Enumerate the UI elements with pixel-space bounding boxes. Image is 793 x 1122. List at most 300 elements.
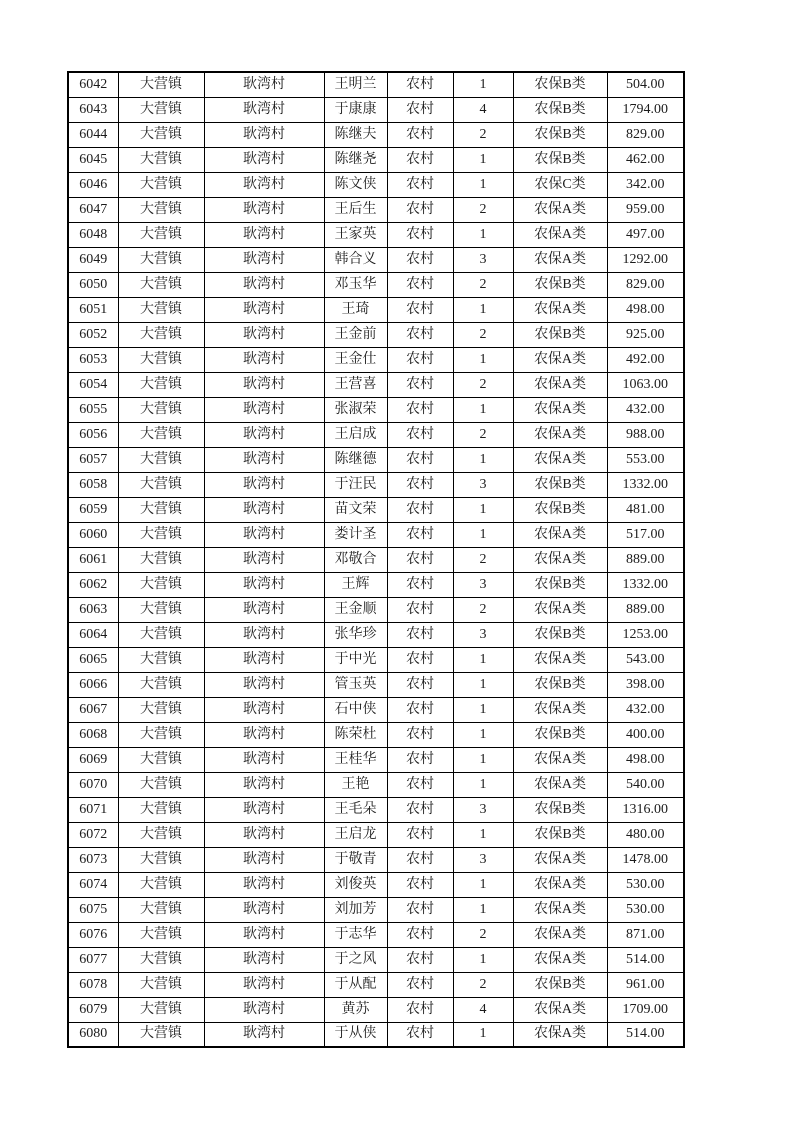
- cell-amount: 432.00: [607, 397, 684, 422]
- cell-serial: 6058: [68, 472, 118, 497]
- cell-town: 大营镇: [118, 72, 204, 97]
- cell-household-type: 农村: [387, 472, 453, 497]
- table-row: [68, 797, 684, 822]
- cell-village: 耿湾村: [204, 397, 324, 422]
- cell-person-count: 2: [453, 322, 513, 347]
- cell-insurance-category: 农保B类: [513, 822, 607, 847]
- cell-village: 耿湾村: [204, 372, 324, 397]
- table-row: [68, 97, 684, 122]
- table-row: [68, 522, 684, 547]
- cell-person-count: 3: [453, 847, 513, 872]
- cell-serial: 6045: [68, 147, 118, 172]
- cell-insurance-category: 农保B类: [513, 97, 607, 122]
- cell-amount: 1332.00: [607, 572, 684, 597]
- cell-insurance-category: 农保A类: [513, 922, 607, 947]
- table-row: [68, 772, 684, 797]
- cell-serial: 6062: [68, 572, 118, 597]
- cell-serial: 6042: [68, 72, 118, 97]
- cell-town: 大营镇: [118, 522, 204, 547]
- cell-serial: 6047: [68, 197, 118, 222]
- cell-name: 韩合义: [324, 247, 387, 272]
- table-row: [68, 872, 684, 897]
- cell-serial: 6072: [68, 822, 118, 847]
- table-row: [68, 222, 684, 247]
- cell-village: 耿湾村: [204, 747, 324, 772]
- cell-insurance-category: 农保B类: [513, 672, 607, 697]
- cell-insurance-category: 农保B类: [513, 72, 607, 97]
- cell-household-type: 农村: [387, 947, 453, 972]
- cell-amount: 462.00: [607, 147, 684, 172]
- cell-name: 苗文荣: [324, 497, 387, 522]
- cell-name: 王琦: [324, 297, 387, 322]
- cell-insurance-category: 农保B类: [513, 472, 607, 497]
- cell-village: 耿湾村: [204, 272, 324, 297]
- cell-person-count: 2: [453, 922, 513, 947]
- cell-household-type: 农村: [387, 972, 453, 997]
- cell-household-type: 农村: [387, 447, 453, 472]
- cell-village: 耿湾村: [204, 597, 324, 622]
- cell-village: 耿湾村: [204, 847, 324, 872]
- cell-person-count: 1: [453, 297, 513, 322]
- cell-household-type: 农村: [387, 547, 453, 572]
- cell-household-type: 农村: [387, 1022, 453, 1047]
- cell-serial: 6055: [68, 397, 118, 422]
- cell-household-type: 农村: [387, 747, 453, 772]
- cell-household-type: 农村: [387, 522, 453, 547]
- table-row: [68, 347, 684, 372]
- cell-serial: 6049: [68, 247, 118, 272]
- cell-amount: 988.00: [607, 422, 684, 447]
- cell-insurance-category: 农保B类: [513, 972, 607, 997]
- cell-serial: 6060: [68, 522, 118, 547]
- cell-amount: 492.00: [607, 347, 684, 372]
- cell-insurance-category: 农保A类: [513, 697, 607, 722]
- cell-town: 大营镇: [118, 547, 204, 572]
- cell-village: 耿湾村: [204, 297, 324, 322]
- cell-serial: 6046: [68, 172, 118, 197]
- cell-name: 王艳: [324, 772, 387, 797]
- cell-amount: 1316.00: [607, 797, 684, 822]
- cell-town: 大营镇: [118, 172, 204, 197]
- cell-amount: 498.00: [607, 297, 684, 322]
- benefits-roster-table: [67, 71, 685, 1048]
- cell-name: 黄苏: [324, 997, 387, 1022]
- cell-name: 于中光: [324, 647, 387, 672]
- cell-insurance-category: 农保A类: [513, 247, 607, 272]
- cell-insurance-category: 农保B类: [513, 122, 607, 147]
- cell-village: 耿湾村: [204, 322, 324, 347]
- cell-village: 耿湾村: [204, 247, 324, 272]
- cell-village: 耿湾村: [204, 497, 324, 522]
- cell-name: 张淑荣: [324, 397, 387, 422]
- cell-town: 大营镇: [118, 122, 204, 147]
- cell-town: 大营镇: [118, 422, 204, 447]
- cell-person-count: 1: [453, 697, 513, 722]
- cell-amount: 517.00: [607, 522, 684, 547]
- cell-serial: 6075: [68, 897, 118, 922]
- cell-town: 大营镇: [118, 972, 204, 997]
- cell-village: 耿湾村: [204, 822, 324, 847]
- cell-name: 王明兰: [324, 72, 387, 97]
- cell-household-type: 农村: [387, 72, 453, 97]
- cell-amount: 514.00: [607, 1022, 684, 1047]
- cell-insurance-category: 农保B类: [513, 572, 607, 597]
- cell-serial: 6065: [68, 647, 118, 672]
- cell-town: 大营镇: [118, 147, 204, 172]
- cell-village: 耿湾村: [204, 947, 324, 972]
- cell-serial: 6068: [68, 722, 118, 747]
- cell-town: 大营镇: [118, 822, 204, 847]
- cell-amount: 829.00: [607, 272, 684, 297]
- cell-serial: 6048: [68, 222, 118, 247]
- cell-household-type: 农村: [387, 772, 453, 797]
- cell-town: 大营镇: [118, 797, 204, 822]
- cell-village: 耿湾村: [204, 797, 324, 822]
- cell-amount: 400.00: [607, 722, 684, 747]
- cell-town: 大营镇: [118, 372, 204, 397]
- cell-household-type: 农村: [387, 97, 453, 122]
- cell-household-type: 农村: [387, 822, 453, 847]
- cell-name: 王毛朵: [324, 797, 387, 822]
- cell-town: 大营镇: [118, 397, 204, 422]
- cell-amount: 342.00: [607, 172, 684, 197]
- cell-name: 娄计圣: [324, 522, 387, 547]
- table-row: [68, 72, 684, 97]
- cell-serial: 6077: [68, 947, 118, 972]
- cell-name: 王后生: [324, 197, 387, 222]
- cell-amount: 1478.00: [607, 847, 684, 872]
- cell-village: 耿湾村: [204, 1022, 324, 1047]
- table-row: [68, 122, 684, 147]
- cell-insurance-category: 农保C类: [513, 172, 607, 197]
- cell-serial: 6059: [68, 497, 118, 522]
- cell-person-count: 1: [453, 72, 513, 97]
- cell-amount: 530.00: [607, 872, 684, 897]
- table-row: [68, 497, 684, 522]
- cell-amount: 497.00: [607, 222, 684, 247]
- table-row: [68, 822, 684, 847]
- cell-village: 耿湾村: [204, 647, 324, 672]
- cell-person-count: 1: [453, 172, 513, 197]
- cell-village: 耿湾村: [204, 872, 324, 897]
- cell-serial: 6056: [68, 422, 118, 447]
- cell-town: 大营镇: [118, 197, 204, 222]
- cell-town: 大营镇: [118, 447, 204, 472]
- cell-name: 陈荣杜: [324, 722, 387, 747]
- cell-person-count: 2: [453, 272, 513, 297]
- cell-town: 大营镇: [118, 747, 204, 772]
- cell-household-type: 农村: [387, 722, 453, 747]
- cell-household-type: 农村: [387, 572, 453, 597]
- cell-village: 耿湾村: [204, 447, 324, 472]
- cell-household-type: 农村: [387, 322, 453, 347]
- cell-name: 于敬青: [324, 847, 387, 872]
- cell-household-type: 农村: [387, 922, 453, 947]
- cell-person-count: 1: [453, 397, 513, 422]
- cell-serial: 6071: [68, 797, 118, 822]
- table-row: [68, 1022, 684, 1047]
- cell-serial: 6053: [68, 347, 118, 372]
- cell-town: 大营镇: [118, 497, 204, 522]
- cell-insurance-category: 农保A类: [513, 772, 607, 797]
- cell-town: 大营镇: [118, 697, 204, 722]
- cell-name: 于之风: [324, 947, 387, 972]
- cell-household-type: 农村: [387, 347, 453, 372]
- cell-insurance-category: 农保B类: [513, 797, 607, 822]
- cell-person-count: 1: [453, 872, 513, 897]
- cell-household-type: 农村: [387, 197, 453, 222]
- cell-town: 大营镇: [118, 722, 204, 747]
- cell-town: 大营镇: [118, 97, 204, 122]
- cell-amount: 961.00: [607, 972, 684, 997]
- cell-household-type: 农村: [387, 272, 453, 297]
- cell-amount: 480.00: [607, 822, 684, 847]
- cell-household-type: 农村: [387, 997, 453, 1022]
- cell-insurance-category: 农保B类: [513, 272, 607, 297]
- cell-serial: 6064: [68, 622, 118, 647]
- cell-insurance-category: 农保B类: [513, 147, 607, 172]
- cell-town: 大营镇: [118, 897, 204, 922]
- table-row: [68, 447, 684, 472]
- table-row: [68, 897, 684, 922]
- cell-amount: 432.00: [607, 697, 684, 722]
- cell-amount: 1709.00: [607, 997, 684, 1022]
- cell-name: 王金仕: [324, 347, 387, 372]
- cell-name: 邓玉华: [324, 272, 387, 297]
- cell-person-count: 3: [453, 797, 513, 822]
- cell-town: 大营镇: [118, 947, 204, 972]
- cell-name: 于志华: [324, 922, 387, 947]
- cell-household-type: 农村: [387, 247, 453, 272]
- table-row: [68, 597, 684, 622]
- cell-town: 大营镇: [118, 872, 204, 897]
- cell-household-type: 农村: [387, 297, 453, 322]
- cell-person-count: 1: [453, 772, 513, 797]
- cell-serial: 6076: [68, 922, 118, 947]
- table-row: [68, 922, 684, 947]
- cell-village: 耿湾村: [204, 72, 324, 97]
- cell-serial: 6078: [68, 972, 118, 997]
- cell-name: 王家英: [324, 222, 387, 247]
- cell-amount: 959.00: [607, 197, 684, 222]
- cell-village: 耿湾村: [204, 122, 324, 147]
- cell-household-type: 农村: [387, 147, 453, 172]
- cell-village: 耿湾村: [204, 972, 324, 997]
- cell-insurance-category: 农保A类: [513, 522, 607, 547]
- cell-serial: 6070: [68, 772, 118, 797]
- cell-serial: 6080: [68, 1022, 118, 1047]
- cell-town: 大营镇: [118, 472, 204, 497]
- cell-insurance-category: 农保B类: [513, 322, 607, 347]
- table-row: [68, 397, 684, 422]
- cell-person-count: 1: [453, 522, 513, 547]
- cell-household-type: 农村: [387, 222, 453, 247]
- cell-town: 大营镇: [118, 672, 204, 697]
- cell-insurance-category: 农保B类: [513, 497, 607, 522]
- cell-insurance-category: 农保A类: [513, 897, 607, 922]
- cell-person-count: 1: [453, 747, 513, 772]
- table-row: [68, 972, 684, 997]
- cell-village: 耿湾村: [204, 897, 324, 922]
- cell-serial: 6051: [68, 297, 118, 322]
- cell-household-type: 农村: [387, 397, 453, 422]
- cell-village: 耿湾村: [204, 197, 324, 222]
- cell-person-count: 2: [453, 597, 513, 622]
- cell-town: 大营镇: [118, 272, 204, 297]
- cell-serial: 6044: [68, 122, 118, 147]
- cell-serial: 6054: [68, 372, 118, 397]
- cell-name: 刘加芳: [324, 897, 387, 922]
- cell-person-count: 2: [453, 422, 513, 447]
- cell-insurance-category: 农保A类: [513, 222, 607, 247]
- cell-insurance-category: 农保B类: [513, 622, 607, 647]
- cell-household-type: 农村: [387, 797, 453, 822]
- cell-person-count: 4: [453, 97, 513, 122]
- cell-name: 石中侠: [324, 697, 387, 722]
- cell-name: 陈文侠: [324, 172, 387, 197]
- cell-amount: 543.00: [607, 647, 684, 672]
- cell-amount: 1253.00: [607, 622, 684, 647]
- cell-town: 大营镇: [118, 997, 204, 1022]
- table-row: [68, 147, 684, 172]
- cell-name: 于康康: [324, 97, 387, 122]
- cell-village: 耿湾村: [204, 347, 324, 372]
- cell-serial: 6063: [68, 597, 118, 622]
- cell-household-type: 农村: [387, 172, 453, 197]
- cell-person-count: 1: [453, 822, 513, 847]
- cell-village: 耿湾村: [204, 672, 324, 697]
- cell-household-type: 农村: [387, 872, 453, 897]
- cell-village: 耿湾村: [204, 472, 324, 497]
- cell-insurance-category: 农保A类: [513, 872, 607, 897]
- cell-village: 耿湾村: [204, 722, 324, 747]
- table-row: [68, 322, 684, 347]
- cell-village: 耿湾村: [204, 422, 324, 447]
- cell-town: 大营镇: [118, 322, 204, 347]
- cell-household-type: 农村: [387, 122, 453, 147]
- cell-village: 耿湾村: [204, 522, 324, 547]
- cell-person-count: 1: [453, 497, 513, 522]
- table-row: [68, 847, 684, 872]
- cell-serial: 6057: [68, 447, 118, 472]
- cell-name: 王金顺: [324, 597, 387, 622]
- cell-household-type: 农村: [387, 497, 453, 522]
- cell-amount: 504.00: [607, 72, 684, 97]
- cell-town: 大营镇: [118, 222, 204, 247]
- cell-household-type: 农村: [387, 372, 453, 397]
- table-row: [68, 997, 684, 1022]
- cell-village: 耿湾村: [204, 147, 324, 172]
- cell-insurance-category: 农保A类: [513, 647, 607, 672]
- cell-serial: 6074: [68, 872, 118, 897]
- table-row: [68, 572, 684, 597]
- table-row: [68, 722, 684, 747]
- cell-insurance-category: 农保A类: [513, 1022, 607, 1047]
- cell-insurance-category: 农保A类: [513, 197, 607, 222]
- cell-amount: 398.00: [607, 672, 684, 697]
- cell-name: 于从侠: [324, 1022, 387, 1047]
- cell-town: 大营镇: [118, 347, 204, 372]
- cell-name: 王辉: [324, 572, 387, 597]
- cell-insurance-category: 农保A类: [513, 597, 607, 622]
- cell-town: 大营镇: [118, 247, 204, 272]
- cell-town: 大营镇: [118, 847, 204, 872]
- cell-name: 王营喜: [324, 372, 387, 397]
- cell-name: 刘俊英: [324, 872, 387, 897]
- table-row: [68, 247, 684, 272]
- table-row: [68, 372, 684, 397]
- cell-household-type: 农村: [387, 597, 453, 622]
- cell-person-count: 3: [453, 572, 513, 597]
- cell-insurance-category: 农保A类: [513, 372, 607, 397]
- cell-amount: 1794.00: [607, 97, 684, 122]
- cell-person-count: 1: [453, 347, 513, 372]
- cell-serial: 6079: [68, 997, 118, 1022]
- cell-insurance-category: 农保A类: [513, 422, 607, 447]
- cell-serial: 6067: [68, 697, 118, 722]
- table-body: [68, 72, 684, 1047]
- cell-town: 大营镇: [118, 572, 204, 597]
- table-row: [68, 622, 684, 647]
- table-row: [68, 197, 684, 222]
- cell-person-count: 3: [453, 247, 513, 272]
- table-row: [68, 697, 684, 722]
- cell-name: 陈继夫: [324, 122, 387, 147]
- cell-household-type: 农村: [387, 847, 453, 872]
- cell-town: 大营镇: [118, 772, 204, 797]
- cell-village: 耿湾村: [204, 572, 324, 597]
- cell-household-type: 农村: [387, 897, 453, 922]
- cell-village: 耿湾村: [204, 997, 324, 1022]
- cell-insurance-category: 农保B类: [513, 722, 607, 747]
- table-row: [68, 647, 684, 672]
- table-row: [68, 747, 684, 772]
- cell-name: 王桂华: [324, 747, 387, 772]
- cell-household-type: 农村: [387, 647, 453, 672]
- cell-town: 大营镇: [118, 922, 204, 947]
- cell-amount: 481.00: [607, 497, 684, 522]
- cell-town: 大营镇: [118, 647, 204, 672]
- cell-person-count: 3: [453, 622, 513, 647]
- cell-name: 于汪民: [324, 472, 387, 497]
- cell-serial: 6043: [68, 97, 118, 122]
- cell-insurance-category: 农保A类: [513, 997, 607, 1022]
- table-row: [68, 272, 684, 297]
- table-row: [68, 547, 684, 572]
- cell-insurance-category: 农保A类: [513, 947, 607, 972]
- cell-insurance-category: 农保A类: [513, 847, 607, 872]
- cell-amount: 871.00: [607, 922, 684, 947]
- cell-name: 张华珍: [324, 622, 387, 647]
- cell-insurance-category: 农保A类: [513, 747, 607, 772]
- cell-serial: 6061: [68, 547, 118, 572]
- cell-name: 王金前: [324, 322, 387, 347]
- cell-name: 王启龙: [324, 822, 387, 847]
- cell-insurance-category: 农保A类: [513, 347, 607, 372]
- cell-town: 大营镇: [118, 597, 204, 622]
- cell-person-count: 1: [453, 147, 513, 172]
- cell-person-count: 2: [453, 972, 513, 997]
- cell-person-count: 1: [453, 647, 513, 672]
- cell-village: 耿湾村: [204, 547, 324, 572]
- cell-amount: 530.00: [607, 897, 684, 922]
- cell-serial: 6066: [68, 672, 118, 697]
- cell-person-count: 1: [453, 897, 513, 922]
- cell-household-type: 农村: [387, 622, 453, 647]
- cell-amount: 540.00: [607, 772, 684, 797]
- table-row: [68, 297, 684, 322]
- cell-town: 大营镇: [118, 1022, 204, 1047]
